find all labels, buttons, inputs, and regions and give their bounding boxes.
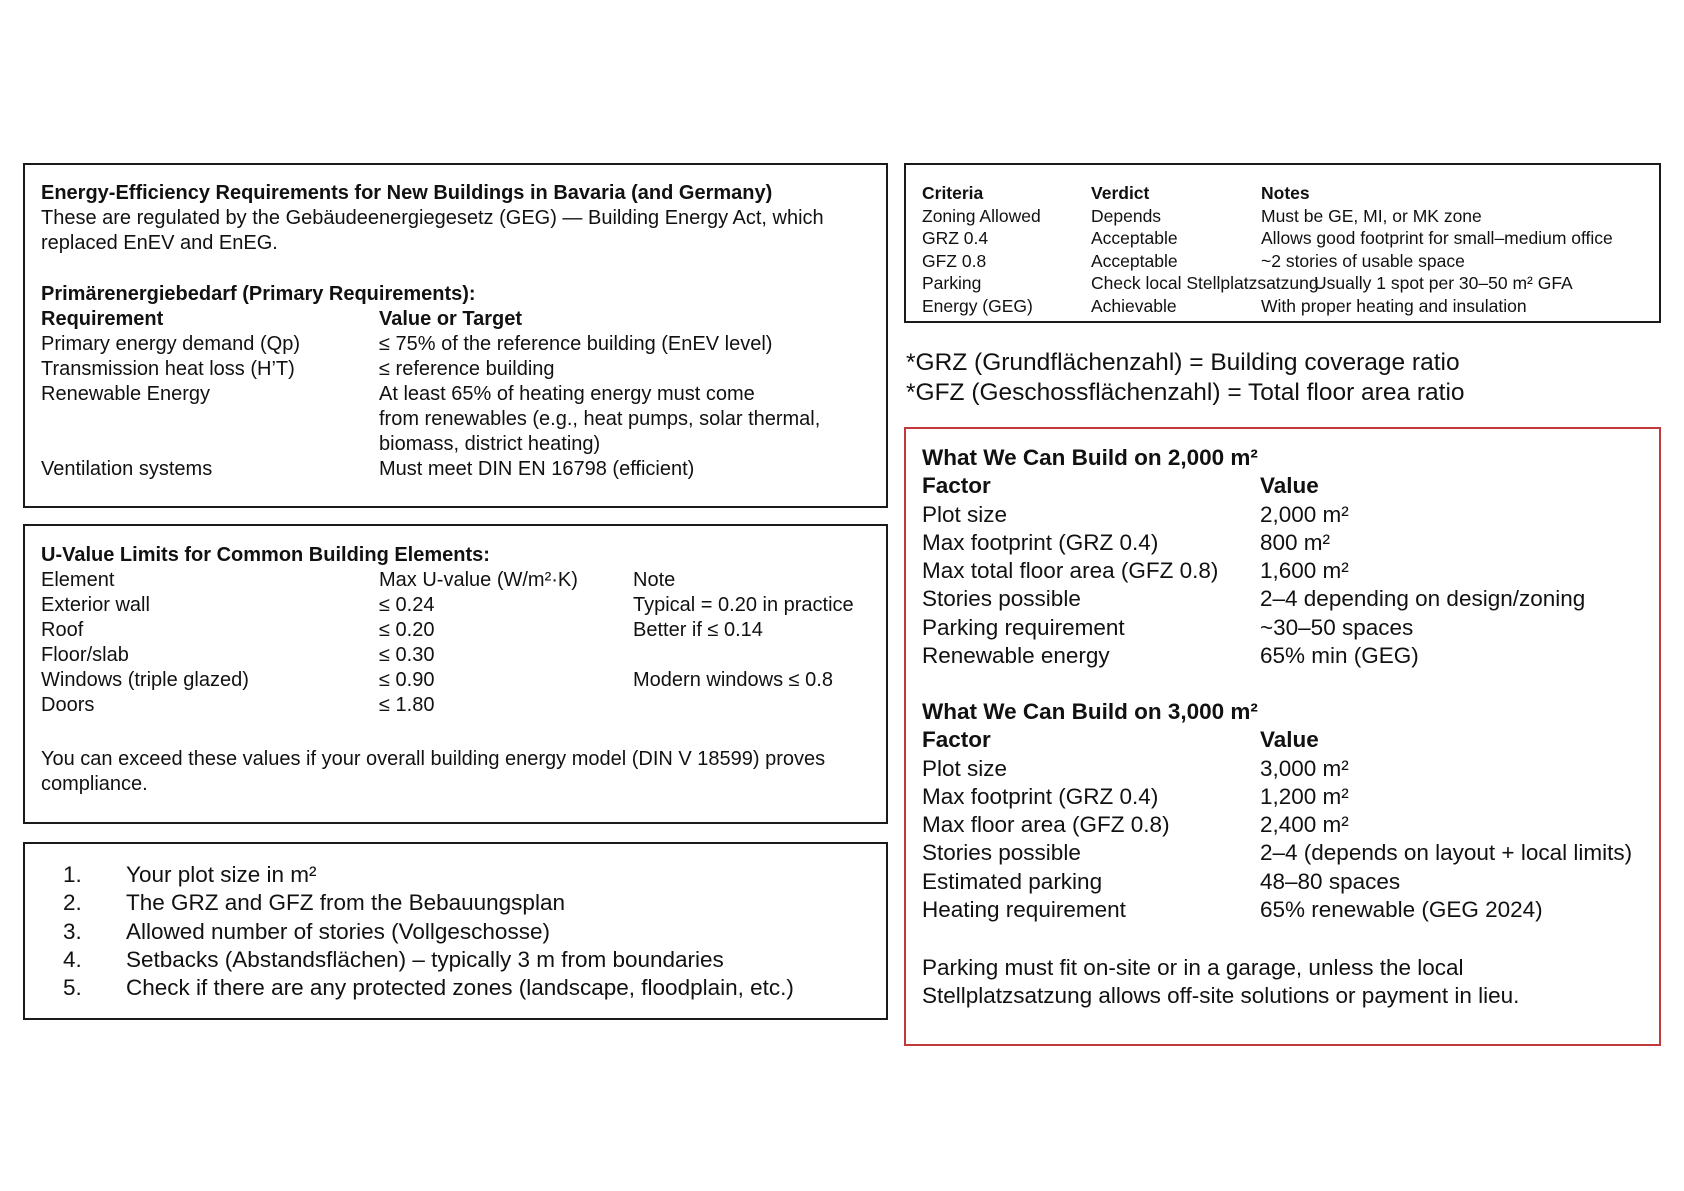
- build-3000-title: [922, 698, 1652, 726]
- list-number: 1.: [63, 862, 82, 887]
- cell-value: ≤ reference building: [379, 358, 555, 380]
- cell-requirement: Ventilation systems: [41, 458, 213, 480]
- table-row: [922, 227, 1652, 250]
- cell-element: Exterior wall: [41, 594, 150, 616]
- list-number: 2.: [63, 890, 82, 916]
- cell-max: ≤ 0.24: [379, 594, 435, 616]
- table-row: [922, 839, 1652, 867]
- cell-value: 1,600 m²: [1260, 558, 1349, 584]
- cell-value: 2,400 m²: [1260, 812, 1349, 838]
- table-row: [922, 250, 1652, 273]
- list-number: 3.: [63, 918, 82, 944]
- cell-factor: Plot size: [922, 501, 1008, 527]
- cell-factor: Plot size: [922, 755, 1008, 781]
- list-number: 5.: [63, 975, 82, 1001]
- cell-value: At least 65% of heating energy must come: [379, 383, 755, 405]
- header-max-u: Max U-value (W/m²·K): [379, 569, 578, 591]
- table-row: [922, 868, 1652, 896]
- cell-note: Modern windows ≤ 0.8: [633, 669, 833, 691]
- cell-verdict: Check local Stellplatzsatzung: [1091, 273, 1319, 293]
- table-row: [41, 618, 881, 643]
- cell-criteria: Zoning Allowed: [922, 205, 1041, 226]
- table-row: [41, 407, 881, 432]
- table-header-row: [922, 182, 1652, 205]
- cell-value: biomass, district heating): [379, 433, 601, 455]
- list-text: Allowed number of stories (Vollgeschosse): [126, 918, 550, 944]
- list-text: Check if there are any protected zones (landscape, floodplain, etc.): [126, 975, 794, 1001]
- section-title: What We Can Build on 3,000 m²: [922, 699, 1258, 724]
- grz-definition: *GRZ (Grundflächenzahl) = Building coverage ratio: [906, 349, 1460, 376]
- table-row: [922, 783, 1652, 811]
- cell-max: ≤ 1.80: [379, 694, 435, 716]
- table-row: [922, 614, 1652, 642]
- header-value: Value: [1260, 727, 1319, 753]
- table-header-row: [41, 307, 881, 332]
- energy-intro-line1: These are regulated by the Gebäudeenergiegesetz (GEG) — Building Energy Act, which: [41, 207, 824, 229]
- list-number: 4.: [63, 946, 82, 972]
- u-value-title: U-Value Limits for Common Building Elements:: [41, 544, 490, 566]
- cell-element: Doors: [41, 694, 95, 716]
- build-2000-title: [922, 444, 1652, 472]
- header-criteria: Criteria: [922, 183, 984, 203]
- cell-factor: Estimated parking: [922, 868, 1103, 894]
- list-text: Setbacks (Abstandsflächen) – typically 3 m from boundaries: [126, 946, 724, 972]
- table-row: [922, 272, 1652, 295]
- table-row: [41, 432, 881, 457]
- cell-value: 1,200 m²: [1260, 783, 1349, 809]
- list-item: [25, 918, 885, 946]
- gfz-definition: *GFZ (Geschossflächenzahl) = Total floor area ratio: [906, 379, 1465, 406]
- cell-element: Floor/slab: [41, 644, 129, 666]
- table-row: [922, 501, 1652, 529]
- u-value-panel: [23, 524, 888, 824]
- cell-value: ≤ 75% of the reference building (EnEV level): [379, 333, 773, 355]
- cell-value: from renewables (e.g., heat pumps, solar thermal,: [379, 408, 821, 430]
- cell-criteria: Energy (GEG): [922, 295, 1033, 316]
- cell-value: 2,000 m²: [1260, 501, 1349, 527]
- table-row: [41, 357, 881, 382]
- table-row: [41, 593, 881, 618]
- table-row: [922, 755, 1652, 783]
- checklist: [25, 861, 885, 1002]
- energy-title: Energy-Efficiency Requirements for New Buildings in Bavaria (and Germany): [41, 182, 773, 204]
- cell-factor: Max floor area (GFZ 0.8): [922, 812, 1170, 838]
- cell-element: Windows (triple glazed): [41, 669, 249, 691]
- header-factor: Factor: [922, 727, 991, 753]
- cell-value: 2–4 depending on design/zoning: [1260, 586, 1586, 612]
- table-row: [922, 529, 1652, 557]
- list-item: [25, 861, 885, 889]
- cell-value: 65% renewable (GEG 2024): [1260, 897, 1543, 923]
- cell-criteria: Parking: [922, 273, 982, 293]
- cell-max: ≤ 0.90: [379, 669, 435, 691]
- build-capacity-panel: [904, 427, 1661, 1046]
- table-row: [922, 557, 1652, 585]
- table-row: [41, 332, 881, 357]
- cell-value: ~30–50 spaces: [1260, 614, 1414, 640]
- cell-element: Roof: [41, 619, 84, 641]
- list-item: [25, 974, 885, 1002]
- cell-verdict: Achievable: [1091, 295, 1177, 316]
- cell-max: ≤ 0.30: [379, 644, 435, 666]
- cell-verdict: Acceptable: [1091, 250, 1178, 271]
- header-element: Element: [41, 569, 115, 591]
- table-row: [922, 295, 1652, 318]
- table-row: [41, 457, 881, 482]
- cell-value: 48–80 spaces: [1260, 868, 1401, 894]
- cell-max: ≤ 0.20: [379, 619, 435, 641]
- list-item: [25, 946, 885, 974]
- build-3000-section: [922, 698, 1652, 924]
- cell-value: Must meet DIN EN 16798 (efficient): [379, 458, 695, 480]
- cell-notes: Must be GE, MI, or MK zone: [1261, 205, 1482, 226]
- table-header-row: [922, 726, 1652, 754]
- table-row: [41, 643, 881, 668]
- cell-notes: With proper heating and insulation: [1261, 295, 1527, 316]
- u-value-footer-line1: You can exceed these values if your overall building energy model (DIN V 18599) proves: [41, 748, 826, 770]
- u-value-footer-line2: compliance.: [41, 773, 148, 795]
- table-row: [922, 811, 1652, 839]
- cell-note: Typical = 0.20 in practice: [633, 594, 854, 616]
- table-row: [922, 642, 1652, 670]
- primary-heading: Primärenergiebedarf (Primary Requirements):: [41, 283, 476, 305]
- parking-note-line2: Stellplatzsatzung allows off-site solutions or payment in lieu.: [922, 983, 1520, 1008]
- header-verdict: Verdict: [1091, 183, 1150, 203]
- cell-factor: Parking requirement: [922, 614, 1125, 640]
- cell-value: 2–4 (depends on layout + local limits): [1260, 840, 1633, 866]
- energy-intro-line2: replaced EnEV and EnEG.: [41, 232, 278, 254]
- table-row: [922, 896, 1652, 924]
- cell-factor: Renewable energy: [922, 643, 1110, 669]
- cell-factor: Heating requirement: [922, 897, 1126, 923]
- table-row: [922, 585, 1652, 613]
- primary-requirements-table: [41, 307, 881, 482]
- criteria-panel: [904, 163, 1661, 323]
- header-value: Value: [1260, 473, 1319, 499]
- list-text: Your plot size in m²: [126, 862, 317, 887]
- section-title: What We Can Build on 2,000 m²: [922, 445, 1258, 470]
- cell-verdict: Acceptable: [1091, 228, 1178, 248]
- header-requirement: Requirement: [41, 308, 164, 330]
- cell-requirement: Primary energy demand (Qp): [41, 333, 300, 355]
- cell-factor: Stories possible: [922, 840, 1081, 866]
- cell-notes: ~2 stories of usable space: [1261, 250, 1465, 271]
- parking-note-line1: Parking must fit on-site or in a garage, unless the local: [922, 955, 1464, 980]
- header-notes: Notes: [1261, 183, 1310, 203]
- list-text: The GRZ and GFZ from the Bebauungsplan: [126, 890, 565, 916]
- cell-note: Better if ≤ 0.14: [633, 619, 763, 641]
- header-value: Value or Target: [379, 308, 523, 330]
- table-row: [41, 693, 881, 718]
- criteria-table: [922, 182, 1652, 317]
- table-row: [922, 205, 1652, 228]
- cell-factor: Max footprint (GRZ 0.4): [922, 783, 1159, 809]
- cell-factor: Stories possible: [922, 586, 1081, 612]
- cell-criteria: GFZ 0.8: [922, 250, 987, 271]
- table-row: [41, 668, 881, 693]
- cell-criteria: GRZ 0.4: [922, 228, 989, 248]
- checklist-panel: [23, 842, 888, 1020]
- header-factor: Factor: [922, 473, 991, 499]
- table-header-row: [922, 472, 1652, 500]
- u-value-table: [41, 568, 881, 718]
- table-row: [41, 382, 881, 407]
- cell-notes: Allows good footprint for small–medium office: [1261, 228, 1613, 248]
- cell-factor: Max footprint (GRZ 0.4): [922, 529, 1159, 555]
- energy-requirements-panel: [23, 163, 888, 508]
- cell-value: 3,000 m²: [1260, 755, 1349, 781]
- cell-notes: Usually 1 spot per 30–50 m² GFA: [1314, 273, 1573, 293]
- cell-verdict: Depends: [1091, 205, 1162, 226]
- build-2000-section: [922, 444, 1652, 670]
- cell-value: 800 m²: [1260, 529, 1331, 555]
- header-note: Note: [633, 569, 676, 591]
- table-header-row: [41, 568, 881, 593]
- cell-requirement: Renewable Energy: [41, 383, 210, 405]
- cell-factor: Max total floor area (GFZ 0.8): [922, 558, 1219, 584]
- cell-requirement: Transmission heat loss (H’T): [41, 358, 295, 380]
- list-item: [25, 889, 885, 917]
- cell-value: 65% min (GEG): [1260, 643, 1419, 669]
